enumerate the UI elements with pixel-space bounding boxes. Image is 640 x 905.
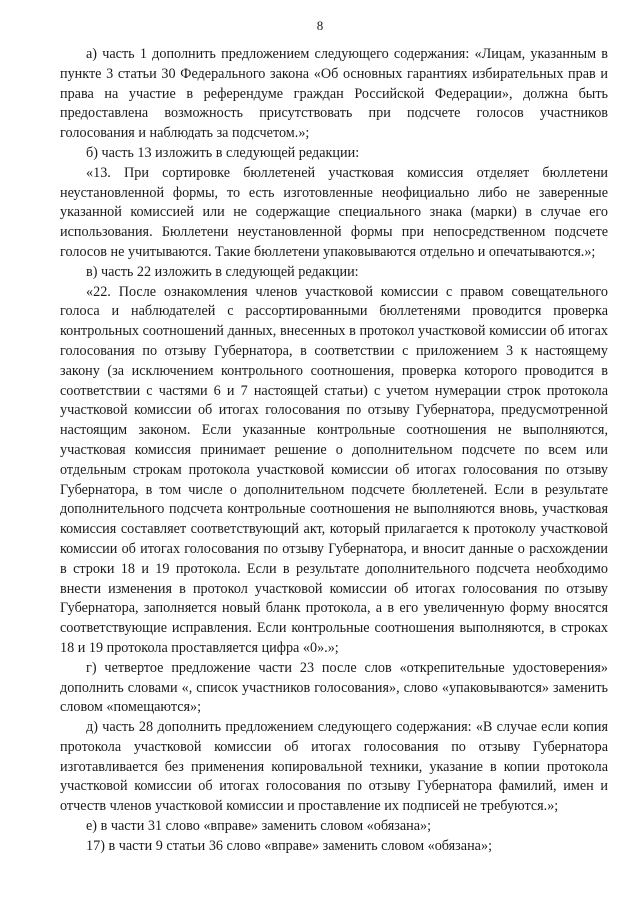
paragraph-b-intro: б) часть 13 изложить в следующей редакции: bbox=[86, 144, 360, 161]
paragraph-17: 17) в части 9 статьи 36 слово «вправе» заменить словом «обязана»; bbox=[86, 837, 493, 854]
paragraph-b-text: «13. При сортировке бюллетеней участковая комиссия отделяет бюллетени неустановленной формы, то есть изготовленные неофициально либо не заверенные указанной комиссией или не содержащие специального знака (марки) в случае его использования. Бюллетени неустановленной формы при непосредственном подсчете голосов не учитываются. Такие бюллетени упаковываются отдельно и опечатываются.»; bbox=[60, 164, 608, 260]
document-body bbox=[60, 45, 608, 857]
page-number: 8 bbox=[316, 18, 324, 33]
paragraph-v-text: «22. После ознакомления членов участковой комиссии с правом совещательного голоса и наблюдателей с рассортированными бюллетенями проводится проверка контрольных соотношений данных, внесенных в протокол участковой комиссии об итогах голосования по отзыву Губернатора, в соответствии с приложением 3 к настоящему закону (за исключением контрольного соотношения, проверка которого проводится в соответствии с частями 6 и 7 настоящей статьи) с учетом нумерации строк протокола участковой комиссии об итогах голосования по отзыву Губернатора, предусмотренной настоящим законом. Если указанные контрольные соотношения не выполняются, участковая комиссия принимает решение о дополнительном подсчете по всем или отдельным строкам протокола участковой комиссии об итогах голосования по отзыву Губернатора, в том числе о дополнительном подсчете бюллетеней. Если в результате дополнительного подсчета контрольные соотношения не выполняются вновь, участковая комиссия составляет соответствующий акт, который прилагается к протоколу участковой комиссии об итогах голосования по отзыву Губернатора, и вносит данные о расхождении в строки 18 и 19 протокола. Если в результате дополнительного подсчета необходимо внести изменения в протокол участковой комиссии об итогах голосования по отзыву Губернатора, заполняется новый бланк протокола, а в его увеличенную форму вносятся соответствующие исправления. Если контрольные соотношения выполняются, в строках 18 и 19 протокола проставляется цифра «0».»; bbox=[60, 283, 608, 656]
paragraph-g: г) четвертое предложение части 23 после слов «открепительные удостоверения» дополнить словами «, список участников голосования», слово «упаковываются» заменить словом «помещаются»; bbox=[60, 659, 608, 716]
paragraph-v-intro: в) часть 22 изложить в следующей редакции: bbox=[86, 263, 359, 280]
paragraph-a: а) часть 1 дополнить предложением следующего содержания: «Лицам, указанным в пункте 3 статьи 30 Федерального закона «Об основных гарантиях избирательных прав и права на участие в референдуме граждан Российской Федерации», должна быть предоставлена возможность присутствовать при подсчете голосов участников голосования и наблюдать за подсчетом.»; bbox=[60, 46, 608, 142]
paragraph-d: д) часть 28 дополнить предложением следующего содержания: «В случае если копия протокола участковой комиссии об итогах голосования по отзыву Губернатора изготавливается без применения копировальной техники, указание в копии протокола участковой комиссии об итогах голосования по отзыву Губернатора фамилий, имен и отчеств членов участковой комиссии и проставление их подписей не требуются.»; bbox=[60, 719, 608, 815]
paragraph-e: е) в части 31 слово «вправе» заменить словом «обязана»; bbox=[86, 818, 432, 835]
